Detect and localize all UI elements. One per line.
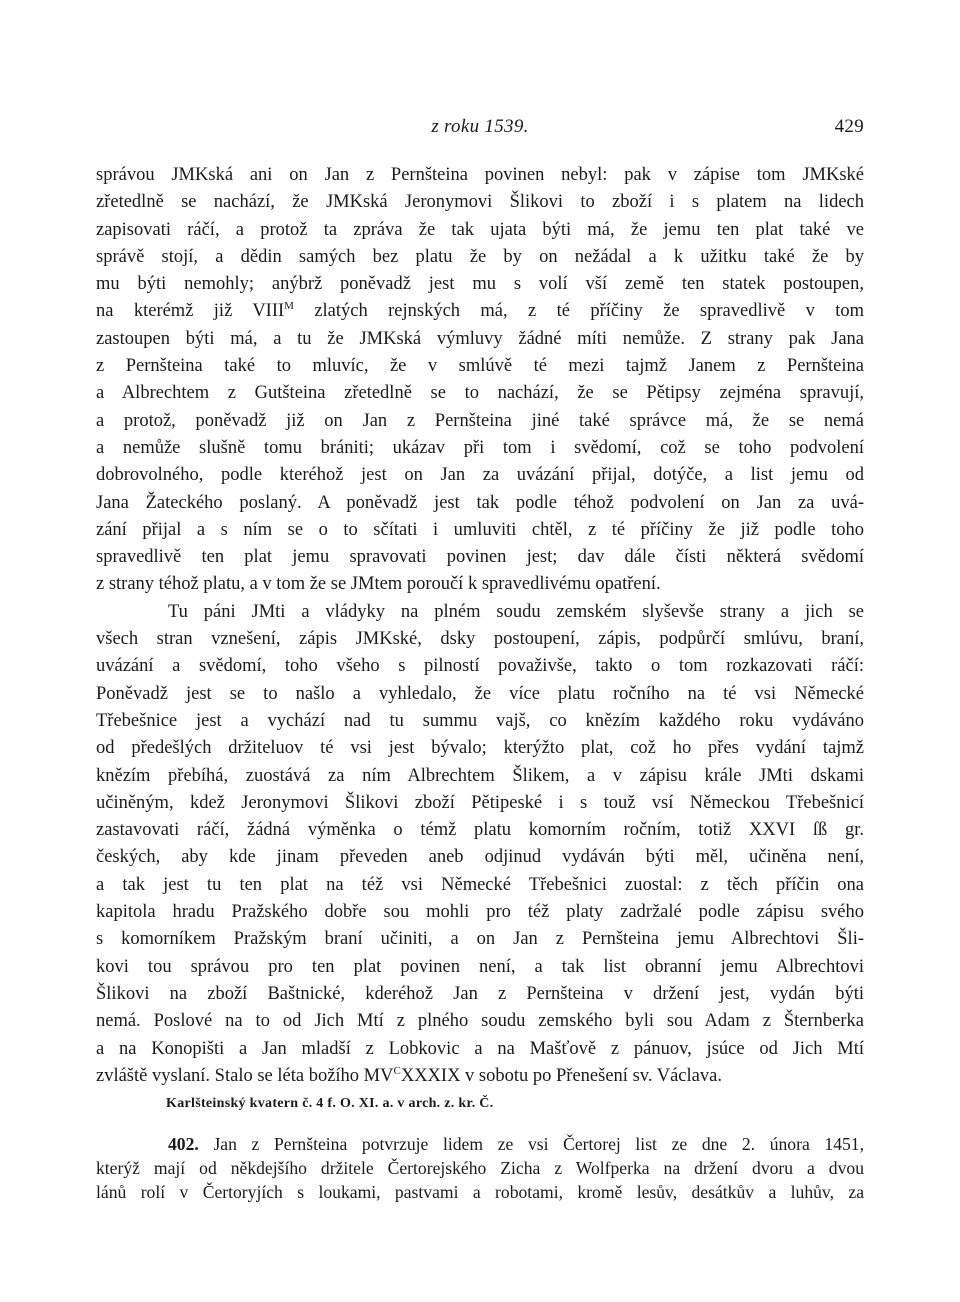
text-line: uvázání a svědomí, toho všeho s pilností považivše, takto o tom rozkazovati ráčí: [96, 656, 864, 677]
entry-line: kterýž mají od někdejšího držitele Čertorejského Zicha z Wolfperka na držení dvoru a dvou [96, 1158, 864, 1179]
entry-number: 402. [168, 1134, 199, 1155]
text-line: kovi tou správou pro ten plat povinen není, a tak list obranní jemu Albrechtovi [96, 956, 864, 977]
text-line: a tak jest tu ten plat na též vsi Německé Třebešnici zuostal: z těch příčin ona [96, 874, 864, 895]
text-line: správou JMKská ani on Jan z Pernšteina povinen nebyl: pak v zápise tom JMKské [96, 165, 864, 185]
text-line: Poněvadž jest se to našlo a vyhledalo, že více platu ročního na té vsi Německé [96, 683, 864, 704]
text-segment: na kterémž již VIII [96, 301, 285, 322]
text-line: Třebešnice jest a vychází nad tu summu vajš, co knězím každého roku vydáváno [96, 710, 864, 731]
main-text [96, 162, 864, 1204]
text-line-with-superscript [96, 1063, 864, 1090]
text-line: zastoupen býti má, a tu že JMKská výmluvy žádné míti nemůže. Z strany pak Jana [96, 328, 864, 349]
source-citation: Karlšteinský kvatern č. 4 f. O. XI. a. v arch. z. kr. Č. [166, 1096, 494, 1112]
running-title: z roku 1539. [431, 116, 529, 137]
text-segment: Jan z Pernšteina potvrzuje lidem ze vsi Čertorej list ze dne 2. února 1451, [198, 1134, 864, 1155]
text-line: spravedlivě ten plat jemu spravovati povinen jest; dav dále čísti některá svědomí [96, 547, 864, 568]
text-line: zřetedlně se nachází, že JMKská Jeronymovi Šlikovi to zboží i s platem na lidech [96, 192, 864, 213]
text-line: českých, aby kde jinam převeden aneb odjinud vydáván býti měl, učiněna není, [96, 847, 864, 868]
text-line: a Albrechtem z Gutšteina zřetedlně se to nachází, že se Pětipsy zejména spravují, [96, 383, 864, 404]
page-header [96, 116, 864, 144]
superscript: C [393, 1064, 401, 1077]
text-line: zastavovati ráčí, žádná výměnka o témž platu komorním ročním, totiž XXVI ſß gr. [96, 820, 864, 841]
text-line: učiněným, kdež Jeronymovi Šlikovi zboží Pětipeské i s touž vsí Německou Třebešnicí [96, 792, 864, 813]
text-segment: XXXIX v sobotu po Přenešení sv. Václava. [400, 1065, 722, 1086]
text-line: z strany téhož platu, a v tom že se JMtem poroučí k spravedlivému opatření. [96, 574, 661, 595]
text-line: správě stojí, a dědin samých bez platu že by on nežádal a k užitku také že by [96, 246, 864, 267]
spacer [96, 1117, 864, 1132]
paragraph-start-line: Tu páni JMti a vládyky na plném soudu zemském slyševše strany a jich se [168, 601, 864, 622]
text-line: mu býti nemohly; anýbrž poněvadž jest mu s volí vší země ten statek postoupen, [96, 274, 864, 295]
text-line: a na Konopišti a Jan mladší z Lobkovic a na Mašťově z pánuov, jsúce od Jich Mtí [96, 1038, 864, 1059]
entry-first-line [96, 1132, 864, 1156]
text-line: a protož, poněvadž již on Jan z Pernšteina jiné také správce má, že se nemá [96, 410, 864, 431]
text-line: z Pernšteina také to mluvíc, že v smlúvě té mezi tajmž Janem z Pernšteina [96, 356, 864, 377]
text-line: nemá. Poslové na to od Jich Mtí z plného soudu zemského byli sou Adam z Šternberka [96, 1011, 864, 1032]
page-number: 429 [834, 116, 864, 137]
text-line: knězím přebíhá, zuostává za ním Albrechtem Šlikem, a v zápisu krále JMti dskami [96, 765, 864, 786]
text-line: s komorníkem Pražským braní učiniti, a on Jan z Pernšteina jemu Albrechtovi Šli- [96, 929, 864, 950]
entry-line: lánů rolí v Čertoryjích s loukami, pastvami a robotami, kromě lesův, desátkův a luhův, za [96, 1182, 864, 1203]
text-line: Jana Žateckého poslaný. A poněvadž jest tak podle téhož podvolení on Jan za uvá- [96, 492, 864, 513]
superscript: M [284, 300, 294, 313]
text-line-with-superscript [96, 298, 864, 325]
text-line: všech stran vznešení, zápis JMKské, dsky postoupení, zápis, podpůrčí smlúvu, braní, [96, 629, 864, 650]
text-line: zapisovati ráčí, a protož ta zpráva že tak ujata býti má, že jemu ten plat také ve [96, 219, 864, 240]
text-line: od předešlých držiteluov té vsi jest bývalo; kterýžto plat, což ho přes vydání tajmž [96, 738, 864, 759]
text-line: a nemůže slušně tomu brániti; ukázav při tom i svědomí, což se toho podvolení [96, 437, 864, 458]
text-line: zání přijal a s ním se o to sčítati i umluviti chtěl, z té příčiny že již podle toho [96, 519, 864, 540]
text-line: dobrovolného, podle kteréhož jest on Jan za uvázání přijal, dotýče, a list jemu od [96, 465, 864, 486]
text-line: Šlikovi na zboží Baštnické, kderéhož Jan z Pernšteina v držení jest, vydán býti [96, 983, 864, 1004]
text-line: kapitola hradu Pražského dobře sou mohli pro též platy zadržalé podle zápisu svého [96, 902, 864, 923]
text-segment: zvláště vyslaní. Stalo se léta božího MV [96, 1065, 394, 1086]
text-segment: zlatých rejnských má, z té příčiny že spravedlivě v tom [293, 301, 864, 322]
